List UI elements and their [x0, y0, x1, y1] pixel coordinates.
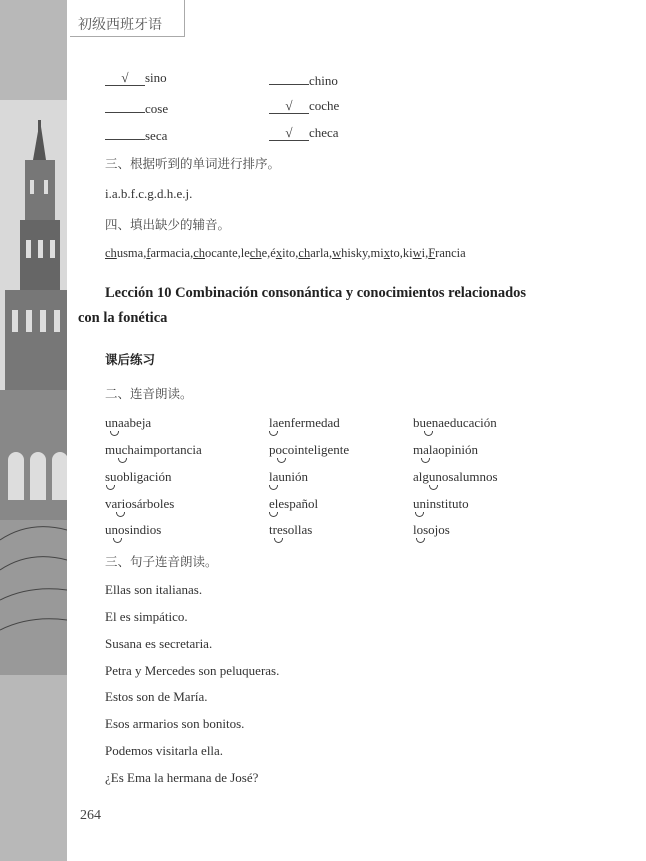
separator: , — [328, 246, 333, 260]
filled-consonant: ch — [298, 246, 311, 260]
following-word: opinión — [438, 442, 478, 457]
running-header: 初级西班牙语 — [78, 17, 162, 33]
filled-consonant: w — [412, 246, 422, 260]
following-word: inteligente — [294, 442, 350, 457]
lesson-title-line2: con la fonética — [78, 310, 168, 326]
consonant-word — [146, 246, 190, 260]
mark-row — [105, 125, 167, 144]
liaison-phrase — [105, 496, 174, 512]
linked-word: su — [105, 469, 117, 484]
word-fragment: ki — [402, 246, 413, 260]
linked-word: una — [105, 415, 124, 430]
page-number: 264 — [80, 808, 101, 823]
word-fragment: ocante — [205, 246, 238, 260]
filled-consonant: F — [428, 246, 436, 260]
following-word: ojos — [428, 522, 450, 537]
answer-blank: √ — [269, 99, 309, 114]
word: cose — [145, 101, 169, 116]
following-word: español — [278, 496, 319, 511]
liaison-phrase — [269, 415, 340, 431]
liaison-sentence: ¿Es Ema la hermana de José? — [105, 770, 259, 785]
following-word: importancia — [139, 442, 202, 457]
consonant-word — [193, 246, 237, 260]
word: seca — [145, 128, 168, 143]
following-word: unión — [278, 469, 309, 484]
linked-word: un — [413, 496, 426, 511]
following-word: enfermedad — [278, 415, 340, 430]
liaison-phrase — [413, 522, 450, 538]
answer-blank — [105, 125, 145, 140]
following-word: obligación — [116, 469, 172, 484]
liaison-phrase — [105, 415, 151, 431]
liaison-phrase — [269, 522, 312, 538]
homework-heading: 课后练习 — [105, 352, 156, 367]
following-word: abeja — [123, 415, 152, 430]
separator: , — [399, 246, 403, 260]
following-word: alumnos — [453, 469, 498, 484]
mark-row — [269, 98, 339, 114]
liaison-phrase — [269, 469, 308, 485]
liaison-sentence: Susana es secretaria. — [105, 636, 213, 651]
filled-consonant: x — [275, 246, 283, 260]
following-word: educación — [444, 415, 497, 430]
sentence-liaison-heading: 三、句子连音朗读。 — [105, 554, 218, 569]
word-fragment: to — [389, 246, 400, 260]
filled-consonant: w — [332, 246, 342, 260]
word-fragment: arla — [310, 246, 329, 260]
consonant-word — [105, 246, 143, 260]
liaison-sentence: El es simpático. — [105, 609, 188, 624]
word-fragment: armacia — [150, 246, 191, 260]
consonant-word — [403, 246, 425, 260]
exercise-4-heading: 四、填出缺少的辅音。 — [105, 217, 231, 232]
liaison-sentence: Ellas son italianas. — [105, 582, 203, 597]
liaison-sentence: Estos son de María. — [105, 689, 208, 704]
answer-blank — [269, 70, 309, 85]
word-fragment: ito — [282, 246, 296, 260]
linked-word: la — [269, 415, 279, 430]
linked-word: unos — [105, 522, 130, 537]
separator: , — [425, 246, 429, 260]
linked-word: buena — [413, 415, 445, 430]
following-word: árboles — [136, 496, 175, 511]
word-fragment: rancia — [435, 246, 466, 260]
liaison-phrase — [269, 442, 349, 458]
mark-row — [269, 125, 339, 141]
liaison-phrase — [105, 469, 171, 485]
mark-row — [105, 70, 167, 86]
filled-consonant: ch — [105, 246, 117, 260]
liaison-sentence: Petra y Mercedes son peluqueras. — [105, 663, 280, 678]
liaison-sentence: Podemos visitarla ella. — [105, 743, 224, 758]
exercise-4-answer — [105, 246, 466, 261]
linked-word: mala — [413, 442, 439, 457]
exercise-3-heading: 三、根据听到的单词进行排序。 — [105, 156, 281, 171]
exercise-3-answer: i.a.b.f.c.g.d.h.e.j. — [105, 186, 193, 201]
liaison-phrase — [105, 442, 202, 458]
answer-blank — [105, 98, 145, 113]
liaison-phrase — [413, 442, 478, 458]
mark-row — [105, 98, 168, 117]
word-fragment: é — [270, 246, 276, 260]
consonant-word — [371, 246, 400, 260]
following-word: ollas — [287, 522, 313, 537]
word: checa — [309, 125, 339, 140]
liaison-sentence: Esos armarios son bonitos. — [105, 716, 245, 731]
linked-word: la — [269, 469, 279, 484]
liaison-phrase — [413, 415, 497, 431]
word-fragment: le — [240, 246, 250, 260]
filled-consonant: ch — [249, 246, 262, 260]
linked-word: los — [413, 522, 429, 537]
linked-word: mucha — [105, 442, 140, 457]
filled-consonant: x — [383, 246, 390, 260]
answer-blank: √ — [105, 71, 145, 86]
lesson-title-line1: Lección 10 Combinación consonántica y conocimientos relacionados — [105, 285, 527, 301]
word: chino — [309, 73, 338, 88]
separator: , — [295, 246, 299, 260]
consonant-word — [270, 246, 295, 260]
liaison-phrase — [269, 496, 318, 512]
word: coche — [309, 98, 340, 113]
word-fragment: i — [421, 246, 426, 260]
consonant-word — [298, 246, 329, 260]
liaison-phrase — [413, 469, 498, 485]
consonant-word — [332, 246, 367, 260]
linked-word: varios — [105, 496, 137, 511]
cathedral-illustration — [0, 100, 67, 675]
filled-consonant: f — [146, 246, 151, 260]
linked-word: algunos — [413, 469, 454, 484]
separator: , — [190, 246, 194, 260]
filled-consonant: ch — [193, 246, 205, 260]
separator: , — [267, 246, 271, 260]
linked-word: poco — [269, 442, 295, 457]
word: sino — [145, 70, 167, 85]
answer-blank: √ — [269, 126, 309, 141]
following-word: indios — [129, 522, 162, 537]
mark-row — [269, 70, 338, 89]
consonant-word — [428, 246, 465, 260]
linked-word: tres — [269, 522, 288, 537]
liaison-heading: 二、连音朗读。 — [105, 386, 193, 401]
word-fragment: usma — [116, 246, 144, 260]
linked-word: el — [269, 496, 279, 511]
following-word: instituto — [426, 496, 469, 511]
word-fragment: e — [261, 246, 268, 260]
liaison-phrase — [413, 496, 469, 512]
consonant-word — [241, 246, 267, 260]
separator: , — [143, 246, 147, 260]
separator: , — [237, 246, 241, 260]
separator: , — [367, 246, 371, 260]
liaison-phrase — [105, 522, 161, 538]
word-fragment: mi — [370, 246, 384, 260]
word-fragment: hisky — [341, 246, 368, 260]
